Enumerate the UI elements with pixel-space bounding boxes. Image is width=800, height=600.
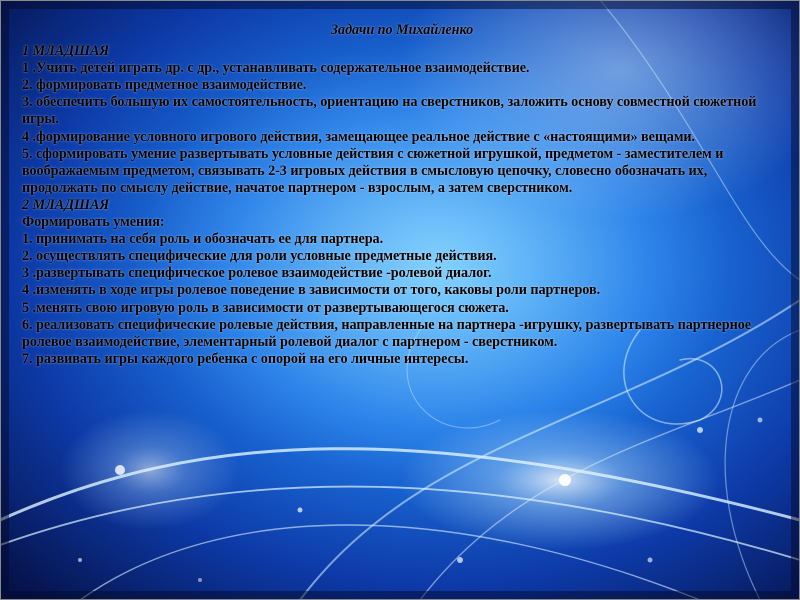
list-item: 1. принимать на себя роль и обозначать ее для партнера. [22,231,384,248]
list-item: 2. формировать предметное взаимодействие. [22,77,307,94]
list-item: 6. реализовать специфические ролевые действия, направленные на партнера -игрушку, развертывать партнерное ролевое взаимодействие, элементарный ролевой диалог с партнером - сверстником. [22,316,751,350]
list-item: 1 .Учить детей играть др. с др., устанавливать содержательное взаимодействие. [22,60,530,77]
list-item: 7. развивать игры каждого ребенка с опорой на его личные интересы. [22,350,469,367]
section-intro: Формировать умения: [22,214,165,231]
slide-title: Задачи по Михайленко [330,22,474,38]
section-heading-junior-2: 2 МЛАДШАЯ [22,196,110,213]
list-item: 4 .изменять в ходе игры ролевое поведение в зависимости от того, каковы роли партнеров. [22,282,601,299]
list-item: 3. обеспечить большую их самостоятельность, ориентацию на сверстников, заложить основу совместной сюжетной игры. [22,94,757,128]
list-item: 5. сформировать умение развертывать условные действия с сюжетной игрушкой, предметом - заместителем и воображаемым предметом, связывать 2-3 игровых действия в смысловую цепочку, словесно обозначать их, продолжать по смыслу действие, начатое партнером - взрослым, а затем сверстником. [22,145,724,196]
slide-content [22,22,782,582]
section-heading-junior-1: 1 МЛАДШАЯ [22,43,110,60]
list-item: 3 .развертывать специфическое ролевое взаимодействие -ролевой диалог. [22,265,492,282]
list-item: 4 .формирование условного игрового действия, замещающее реальное действие с «настоящими» вещами. [22,128,696,145]
list-item: 5 .менять свою игровую роль в зависимости от развертывающегося сюжета. [22,299,509,316]
list-item: 2. осуществлять специфические для роли условные предметные действия. [22,248,497,265]
